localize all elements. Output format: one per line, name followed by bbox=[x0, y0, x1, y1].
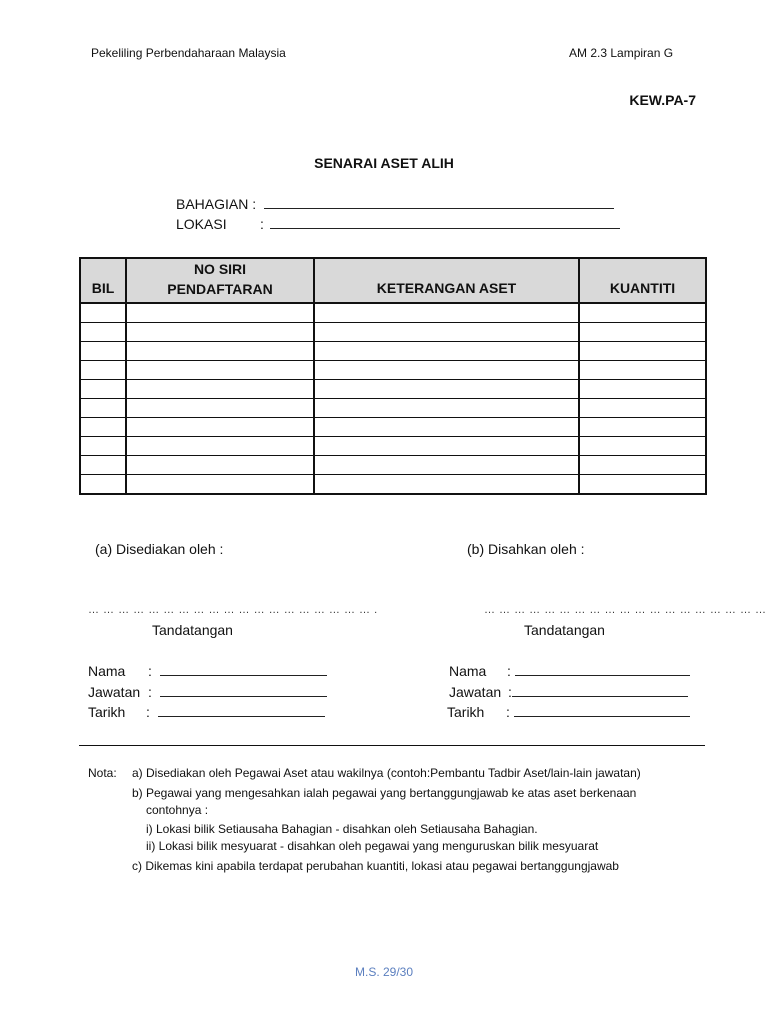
table-cell bbox=[80, 303, 126, 323]
table-cell bbox=[314, 380, 579, 399]
notes-label: Nota: bbox=[88, 766, 117, 780]
table-cell bbox=[80, 437, 126, 456]
note-b-i: i) Lokasi bilik Setiausaha Bahagian - disahkan oleh Setiausaha Bahagian. bbox=[146, 822, 538, 836]
table-row bbox=[80, 342, 706, 361]
table-cell bbox=[126, 399, 314, 418]
nama-line-a: : bbox=[148, 663, 327, 679]
table-cell bbox=[314, 361, 579, 380]
table-cell bbox=[80, 456, 126, 475]
tarikh-line-a: : bbox=[146, 704, 325, 720]
header-right: AM 2.3 Lampiran G bbox=[569, 46, 674, 60]
table-cell bbox=[579, 399, 706, 418]
jawatan-label-a: Jawatan bbox=[88, 684, 141, 700]
table-row bbox=[80, 303, 706, 323]
table-row bbox=[80, 475, 706, 495]
nama-label-a: Nama bbox=[88, 663, 126, 679]
table-cell bbox=[126, 437, 314, 456]
table-cell bbox=[314, 342, 579, 361]
form-code: KEW.PA-7 bbox=[629, 92, 696, 108]
table-cell bbox=[126, 475, 314, 495]
table-cell bbox=[579, 323, 706, 342]
table-cell bbox=[80, 342, 126, 361]
tarikh-label-b: Tarikh bbox=[447, 704, 485, 720]
table-cell bbox=[126, 418, 314, 437]
table-cell bbox=[80, 380, 126, 399]
jawatan-line-b: : bbox=[508, 684, 688, 700]
note-b-ii: ii) Lokasi bilik mesyuarat - disahkan oleh pegawai yang menguruskan bilik mesyuarat bbox=[146, 839, 599, 853]
page-title: SENARAI ASET ALIH bbox=[314, 155, 454, 171]
table-cell bbox=[579, 303, 706, 323]
table-row bbox=[80, 399, 706, 418]
table-cell bbox=[80, 361, 126, 380]
table-cell bbox=[579, 437, 706, 456]
lokasi-label: LOKASI bbox=[176, 216, 227, 232]
table-cell bbox=[126, 456, 314, 475]
note-b1: b) Pegawai yang mengesahkan ialah pegawai yang bertanggungjawab ke atas aset berkenaan bbox=[132, 786, 637, 800]
nama-label-b: Nama bbox=[449, 663, 487, 679]
table-cell bbox=[314, 437, 579, 456]
table-cell bbox=[314, 475, 579, 495]
table-cell bbox=[80, 323, 126, 342]
table-row bbox=[80, 456, 706, 475]
table-row bbox=[80, 361, 706, 380]
tarikh-label-a: Tarikh bbox=[88, 704, 126, 720]
signature-dots-a: … … … … … … … … … … … … … … … … … … … . bbox=[88, 604, 378, 616]
divider bbox=[79, 745, 705, 746]
table-cell bbox=[80, 418, 126, 437]
col-no-siri-line1: NO SIRI bbox=[193, 261, 247, 277]
jawatan-label-b: Jawatan bbox=[449, 684, 502, 700]
table-row bbox=[80, 437, 706, 456]
col-bil: BIL bbox=[80, 258, 126, 303]
table-cell bbox=[126, 342, 314, 361]
lokasi-field bbox=[176, 216, 620, 232]
table-header-row bbox=[80, 258, 706, 303]
col-kuantiti: KUANTITI bbox=[579, 258, 706, 303]
page-number: M.S. 29/30 bbox=[354, 965, 414, 979]
table-row bbox=[80, 418, 706, 437]
approved-by-heading: (b) Disahkan oleh : bbox=[467, 541, 585, 557]
col-keterangan: KETERANGAN ASET bbox=[314, 258, 579, 303]
header-left: Pekeliling Perbendaharaan Malaysia bbox=[91, 46, 286, 60]
table-row bbox=[80, 380, 706, 399]
prepared-by-heading: (a) Disediakan oleh : bbox=[95, 541, 224, 557]
table-cell bbox=[126, 361, 314, 380]
nama-line-b: : bbox=[507, 663, 690, 679]
table-cell bbox=[126, 323, 314, 342]
table-cell bbox=[579, 456, 706, 475]
lokasi-line bbox=[270, 216, 620, 229]
tandatangan-b: Tandatangan bbox=[524, 622, 605, 638]
note-b2: contohnya : bbox=[146, 803, 209, 817]
lokasi-colon: : bbox=[260, 216, 264, 232]
note-c: c) Dikemas kini apabila terdapat perubahan kuantiti, lokasi atau pegawai bertanggungjawab bbox=[132, 859, 619, 873]
table-cell bbox=[314, 456, 579, 475]
table-cell bbox=[579, 380, 706, 399]
table-cell bbox=[126, 303, 314, 323]
bahagian-label: BAHAGIAN : bbox=[176, 196, 257, 212]
tandatangan-a: Tandatangan bbox=[152, 622, 233, 638]
table-cell bbox=[579, 418, 706, 437]
col-no-siri-line2: PENDAFTARAN bbox=[167, 281, 273, 297]
jawatan-line-a: : bbox=[148, 684, 327, 700]
bahagian-line bbox=[264, 196, 614, 209]
table-cell bbox=[80, 475, 126, 495]
bahagian-field bbox=[176, 196, 614, 212]
table-cell bbox=[126, 380, 314, 399]
table-cell bbox=[80, 399, 126, 418]
asset-table bbox=[79, 257, 707, 495]
note-a: a) Disediakan oleh Pegawai Aset atau wakilnya (contoh:Pembantu Tadbir Aset/lain-lain jawatan) bbox=[132, 766, 641, 780]
table-cell bbox=[579, 361, 706, 380]
signature-dots-b: … … … … … … … … … … … … … … … … … … … bbox=[484, 604, 767, 616]
table-cell bbox=[314, 303, 579, 323]
table-cell bbox=[314, 323, 579, 342]
col-no-siri bbox=[126, 258, 314, 303]
table-cell bbox=[314, 418, 579, 437]
tarikh-line-b: : bbox=[506, 704, 690, 720]
table-cell bbox=[579, 475, 706, 495]
table-cell bbox=[314, 399, 579, 418]
table-row bbox=[80, 323, 706, 342]
table-cell bbox=[579, 342, 706, 361]
